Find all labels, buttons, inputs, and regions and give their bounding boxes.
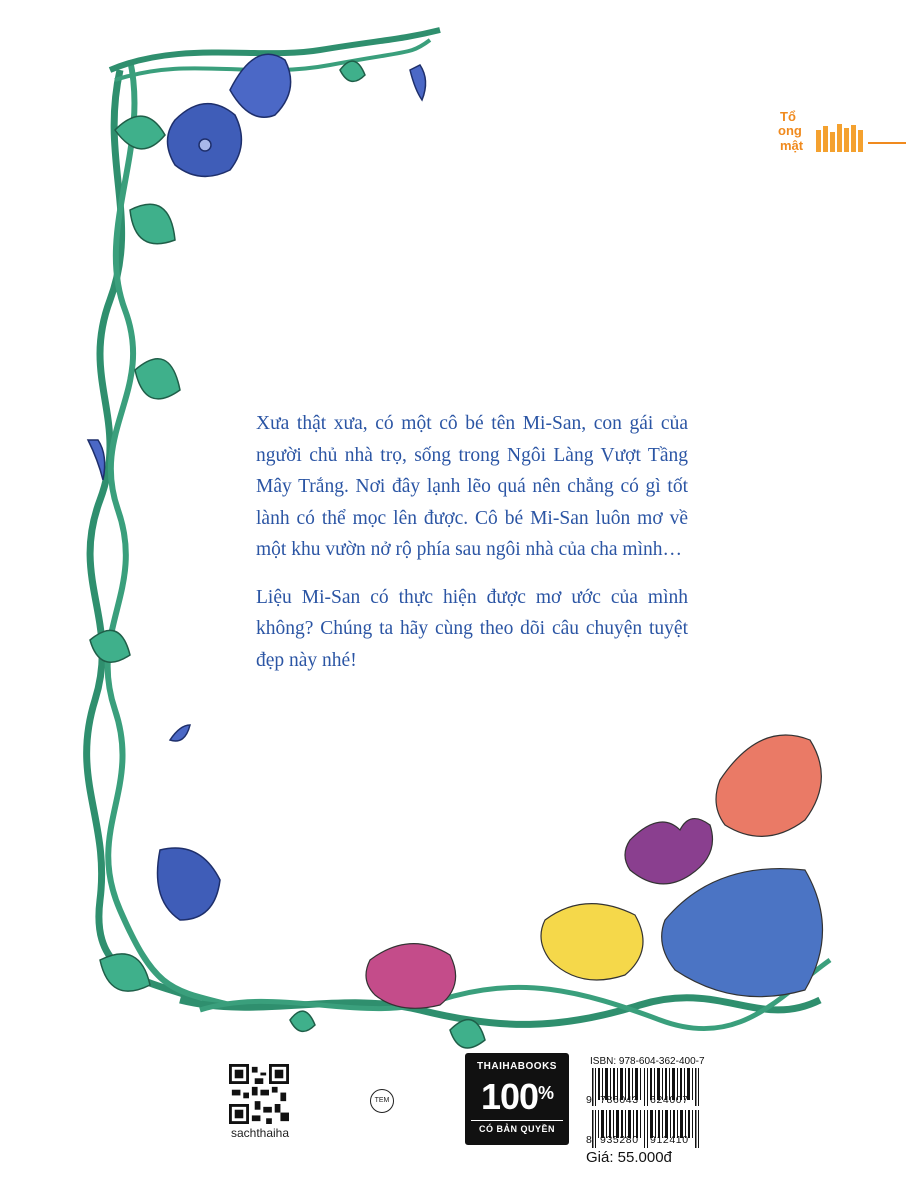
badge-brand: THAIHABOOKS — [477, 1061, 557, 1072]
copyright-badge — [465, 1053, 569, 1145]
logo-word-2: ong — [778, 123, 802, 138]
back-cover-blurb — [256, 408, 688, 692]
qr-label: sachthaiha — [230, 1126, 290, 1140]
logo-word-3: mật — [780, 138, 804, 153]
isbn-text: ISBN: 978-604-362-400-7 — [590, 1056, 705, 1067]
book-bars-icon — [816, 124, 863, 152]
logo-rule — [868, 142, 906, 144]
blurb-paragraph-1: Xưa thật xưa, có một cô bé tên Mi-San, con gái của người chủ nhà trọ, sống trong Ngôi Làng Vượt Tầng Mây Trắng. Nơi đây lạnh lẽo quá nên chẳng có gì tốt lành có thể mọc lên được. Cô bé Mi-San luôn mơ về một khu vườn nở rộ phía sau ngôi nhà của cha mình… — [256, 413, 688, 560]
barcode1-group2: 624007 — [650, 1094, 689, 1106]
blurb-paragraph-2: Liệu Mi-San có thực hiện được mơ ước của mình không? Chúng ta hãy cùng theo dõi câu chuyện tuyệt đẹp này nhé! — [256, 586, 688, 671]
barcode1-group1: 786043 — [600, 1094, 639, 1106]
badge-percent: 100% — [480, 1076, 554, 1117]
tong-mat-logo — [776, 108, 896, 158]
logo-word-1: Tổ — [780, 109, 796, 124]
badge-caption: CÓ BẢN QUYỀN — [471, 1120, 563, 1134]
barcode2-group1: 935280 — [600, 1134, 639, 1146]
tem-stamp: TEM — [370, 1089, 394, 1113]
qr-code-icon — [229, 1064, 289, 1124]
barcode1-lead: 9 — [586, 1094, 593, 1106]
barcode2-group2: 912410 — [650, 1134, 689, 1146]
price-label: Giá: 55.000đ — [586, 1149, 672, 1166]
barcode2-lead: 8 — [586, 1134, 593, 1146]
